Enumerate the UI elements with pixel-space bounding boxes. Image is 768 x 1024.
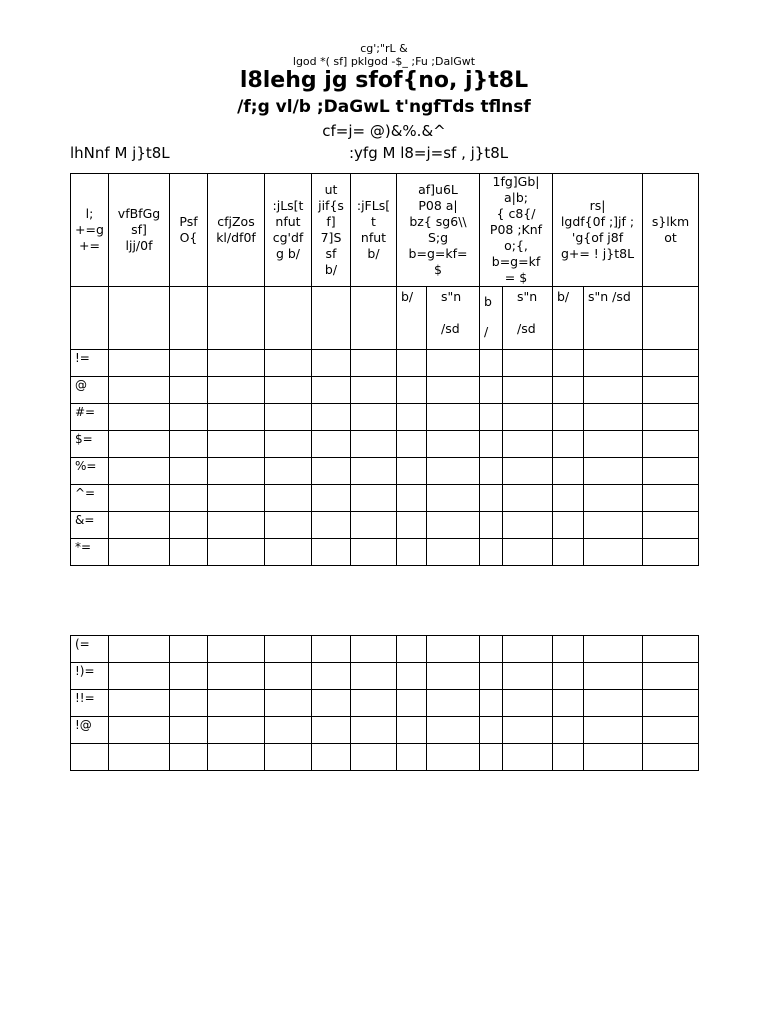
- table-cell: [427, 377, 480, 404]
- table-cell: [643, 744, 699, 771]
- table-cell: [265, 717, 312, 744]
- table-cell: [109, 717, 170, 744]
- table-cell: [397, 636, 427, 663]
- table-cell: [109, 512, 170, 539]
- table-cell: [208, 539, 265, 566]
- table-row: [71, 458, 699, 485]
- table-cell: [397, 717, 427, 744]
- table-cell: [584, 539, 643, 566]
- row-serial: $=: [71, 431, 109, 458]
- table-cell: [643, 539, 699, 566]
- table-cell: [265, 512, 312, 539]
- table-cell: [584, 458, 643, 485]
- table-cell: [427, 404, 480, 431]
- table-cell: [109, 663, 170, 690]
- table-cell: [265, 350, 312, 377]
- bidder-2-amount: s"n /sd: [503, 287, 553, 350]
- table-cell: [643, 636, 699, 663]
- table-cell: [553, 636, 584, 663]
- table-cell: [480, 377, 503, 404]
- row-serial: [71, 744, 109, 771]
- table-cell: [208, 458, 265, 485]
- table-cell: [397, 512, 427, 539]
- page-subtitle: /f;g vl/b ;DaGwL t'ngfTds tflnsf: [237, 97, 531, 117]
- col-item-description: vfBfGg sf] ljj/0f: [109, 174, 170, 287]
- table-cell: [312, 512, 351, 539]
- bidder-1-rate: b/: [397, 287, 427, 350]
- table-cell: [170, 350, 208, 377]
- bidder-1-amount: s"n /sd: [427, 287, 480, 350]
- table-cell: [312, 636, 351, 663]
- row-serial: %=: [71, 458, 109, 485]
- table-cell: [265, 744, 312, 771]
- table-cell: [397, 377, 427, 404]
- table-cell: [503, 663, 553, 690]
- table-cell: [427, 512, 480, 539]
- table-cell: [643, 512, 699, 539]
- table-cell: [397, 663, 427, 690]
- table-cell: [643, 377, 699, 404]
- table-cell: [351, 636, 397, 663]
- row-serial: !=: [71, 350, 109, 377]
- table-cell: [503, 690, 553, 717]
- table-cell: [397, 458, 427, 485]
- table-cell: [643, 717, 699, 744]
- table-cell: [553, 485, 584, 512]
- header-row: [71, 174, 699, 287]
- table-cell: [427, 458, 480, 485]
- table-cell: [265, 485, 312, 512]
- table-cell: [553, 717, 584, 744]
- cell: [643, 287, 699, 350]
- org-line-1: cg';"rL &: [360, 42, 408, 55]
- table-cell: [265, 377, 312, 404]
- table-cell: [480, 431, 503, 458]
- table-cell: [208, 512, 265, 539]
- table-cell: [265, 690, 312, 717]
- table-cell: [351, 744, 397, 771]
- table-cell: [265, 458, 312, 485]
- bidder-3-amount: s"n /sd: [584, 287, 643, 350]
- table-cell: [553, 458, 584, 485]
- table-cell: [351, 458, 397, 485]
- table-cell: [553, 512, 584, 539]
- table-cell: [170, 663, 208, 690]
- table-cell: [351, 404, 397, 431]
- row-serial: @: [71, 377, 109, 404]
- table-cell: [170, 636, 208, 663]
- table-cell: [208, 431, 265, 458]
- table-row: [71, 717, 699, 744]
- table-cell: [351, 717, 397, 744]
- table-cell: [109, 485, 170, 512]
- table-cell: [170, 717, 208, 744]
- table-row: [71, 744, 699, 771]
- table-cell: [265, 636, 312, 663]
- org-line-2: lgod *( sf] pklgod -$_ ;Fu ;DalGwt: [292, 55, 476, 68]
- col-last-year-contract-rate: ut jif{s f] 7]S sf b/: [312, 174, 351, 287]
- table-cell: [109, 690, 170, 717]
- table-cell: [208, 404, 265, 431]
- table-cell: [109, 744, 170, 771]
- table-cell: [351, 377, 397, 404]
- table-cell: [351, 512, 397, 539]
- table-cell: [427, 717, 480, 744]
- table-cell: [109, 636, 170, 663]
- cell: [351, 287, 397, 350]
- table-cell: [503, 539, 553, 566]
- col-required-quantity: cfjZos kl/df0f: [208, 174, 265, 287]
- table-cell: [351, 431, 397, 458]
- table-cell: [503, 636, 553, 663]
- bidder-2-rate: b /: [480, 287, 503, 350]
- cell: [170, 287, 208, 350]
- table-cell: [312, 717, 351, 744]
- row-serial: !!=: [71, 690, 109, 717]
- table-cell: [480, 458, 503, 485]
- comparison-table: [70, 173, 699, 566]
- table-cell: [109, 350, 170, 377]
- table-cell: [480, 404, 503, 431]
- bidder-3-rate: b/: [553, 287, 584, 350]
- table-cell: [265, 431, 312, 458]
- row-serial: *=: [71, 539, 109, 566]
- table-cell: [480, 690, 503, 717]
- table-cell: [397, 350, 427, 377]
- table-cell: [170, 404, 208, 431]
- table-cell: [584, 717, 643, 744]
- table-cell: [480, 636, 503, 663]
- subheader-row: [71, 287, 699, 350]
- table-cell: [265, 404, 312, 431]
- cell: [71, 287, 109, 350]
- table-cell: [643, 404, 699, 431]
- table-cell: [584, 404, 643, 431]
- table-row: [71, 663, 699, 690]
- table-cell: [312, 485, 351, 512]
- table-cell: [584, 663, 643, 690]
- table-cell: [480, 350, 503, 377]
- col-unit: Psf O{: [170, 174, 208, 287]
- table-cell: [643, 485, 699, 512]
- table-cell: [643, 350, 699, 377]
- table-cell: [397, 539, 427, 566]
- table-cell: [480, 717, 503, 744]
- table-cell: [584, 485, 643, 512]
- table-cell: [351, 663, 397, 690]
- table-cell: [170, 744, 208, 771]
- table-cell: [503, 485, 553, 512]
- table-cell: [170, 512, 208, 539]
- cell: [208, 287, 265, 350]
- table-cell: [208, 690, 265, 717]
- table-cell: [643, 458, 699, 485]
- table-cell: [553, 350, 584, 377]
- table-cell: [427, 539, 480, 566]
- table-cell: [503, 744, 553, 771]
- location-label: :yfg M l8=j=sf , j}t8L: [349, 144, 509, 162]
- table-cell: [584, 744, 643, 771]
- col-bidder-2: 1fg]Gb| a|b; { c8{/ P08 ;Knf o;{, b=g=kf = $: [480, 174, 553, 287]
- table-row: [71, 350, 699, 377]
- table-cell: [312, 663, 351, 690]
- table-cell: [170, 539, 208, 566]
- table-cell: [480, 512, 503, 539]
- table-cell: [480, 539, 503, 566]
- table-cell: [397, 485, 427, 512]
- table-cell: [584, 512, 643, 539]
- table-cell: [584, 431, 643, 458]
- table-cell: [312, 404, 351, 431]
- table-cell: [397, 690, 427, 717]
- col-bidder-1: af]u6L P08 a| bz{ sg6\\ S;g b=g=kf= $: [397, 174, 480, 287]
- row-serial: &=: [71, 512, 109, 539]
- table-cell: [170, 458, 208, 485]
- table-cell: [553, 744, 584, 771]
- table-cell: [427, 744, 480, 771]
- page-title: l8lehg jg sfof{no, j}t8L: [239, 68, 529, 93]
- table-cell: [427, 350, 480, 377]
- row-serial: (=: [71, 636, 109, 663]
- row-serial: ^=: [71, 485, 109, 512]
- table-cell: [503, 377, 553, 404]
- table-cell: [208, 350, 265, 377]
- table-cell: [208, 636, 265, 663]
- table-cell: [503, 717, 553, 744]
- table-cell: [503, 458, 553, 485]
- table-cell: [312, 350, 351, 377]
- table-cell: [553, 404, 584, 431]
- table-cell: [584, 377, 643, 404]
- row-serial: #=: [71, 404, 109, 431]
- table-cell: [643, 431, 699, 458]
- table-cell: [503, 512, 553, 539]
- table-cell: [503, 431, 553, 458]
- table-row: [71, 431, 699, 458]
- table-cell: [312, 377, 351, 404]
- table-row: [71, 539, 699, 566]
- table-cell: [208, 717, 265, 744]
- table-cell: [584, 690, 643, 717]
- table-cell: [427, 636, 480, 663]
- table-cell: [351, 350, 397, 377]
- table-cell: [109, 539, 170, 566]
- cell: [265, 287, 312, 350]
- district-label: lhNnf M j}t8L: [70, 144, 170, 162]
- table-cell: [170, 690, 208, 717]
- table-row: [71, 404, 699, 431]
- table-cell: [312, 539, 351, 566]
- table-cell: [170, 485, 208, 512]
- table-cell: [553, 431, 584, 458]
- table-cell: [427, 485, 480, 512]
- table-cell: [480, 663, 503, 690]
- row-serial: !@: [71, 717, 109, 744]
- table-cell: [109, 377, 170, 404]
- table-cell: [170, 377, 208, 404]
- table-cell: [480, 744, 503, 771]
- table-cell: [312, 431, 351, 458]
- table-cell: [312, 690, 351, 717]
- col-remarks: s}lkm ot: [643, 174, 699, 287]
- col-serial: l; +=g +=: [71, 174, 109, 287]
- table-cell: [170, 431, 208, 458]
- table-cell: [109, 458, 170, 485]
- row-serial: !)=: [71, 663, 109, 690]
- table-cell: [584, 636, 643, 663]
- cell: [109, 287, 170, 350]
- table-cell: [553, 377, 584, 404]
- table-row: [71, 636, 699, 663]
- table-cell: [265, 663, 312, 690]
- col-approved-cost-rate: :jFLs[ t nfut b/: [351, 174, 397, 287]
- table-cell: [553, 539, 584, 566]
- table-cell: [351, 690, 397, 717]
- cell: [312, 287, 351, 350]
- table-cell: [397, 744, 427, 771]
- fiscal-year: cf=j= @)&%.&^: [322, 122, 446, 140]
- table-cell: [553, 663, 584, 690]
- table-cell: [427, 690, 480, 717]
- table-cell: [643, 663, 699, 690]
- table-cell: [109, 404, 170, 431]
- table-cell: [351, 539, 397, 566]
- table-cell: [265, 539, 312, 566]
- table-row: [71, 485, 699, 512]
- table-cell: [397, 431, 427, 458]
- table-row: [71, 512, 699, 539]
- table-cell: [312, 458, 351, 485]
- table-cell: [208, 744, 265, 771]
- table-cell: [312, 744, 351, 771]
- table-cell: [351, 485, 397, 512]
- table-cell: [208, 377, 265, 404]
- col-approved-cost-estimate: :jLs[t nfut cg'df g b/: [265, 174, 312, 287]
- table-cell: [109, 431, 170, 458]
- continuation-table: [70, 635, 699, 771]
- table-cell: [503, 350, 553, 377]
- table-cell: [643, 690, 699, 717]
- table-cell: [397, 404, 427, 431]
- table-cell: [208, 485, 265, 512]
- table-cell: [553, 690, 584, 717]
- table-cell: [208, 663, 265, 690]
- table-cell: [503, 404, 553, 431]
- table-cell: [427, 663, 480, 690]
- table-cell: [427, 431, 480, 458]
- table-row: [71, 377, 699, 404]
- table-cell: [480, 485, 503, 512]
- table-row: [71, 690, 699, 717]
- col-bidder-3: rs| lgdf{0f ;]jf ; 'g{of j8f g+= ! j}t8L: [553, 174, 643, 287]
- table-cell: [584, 350, 643, 377]
